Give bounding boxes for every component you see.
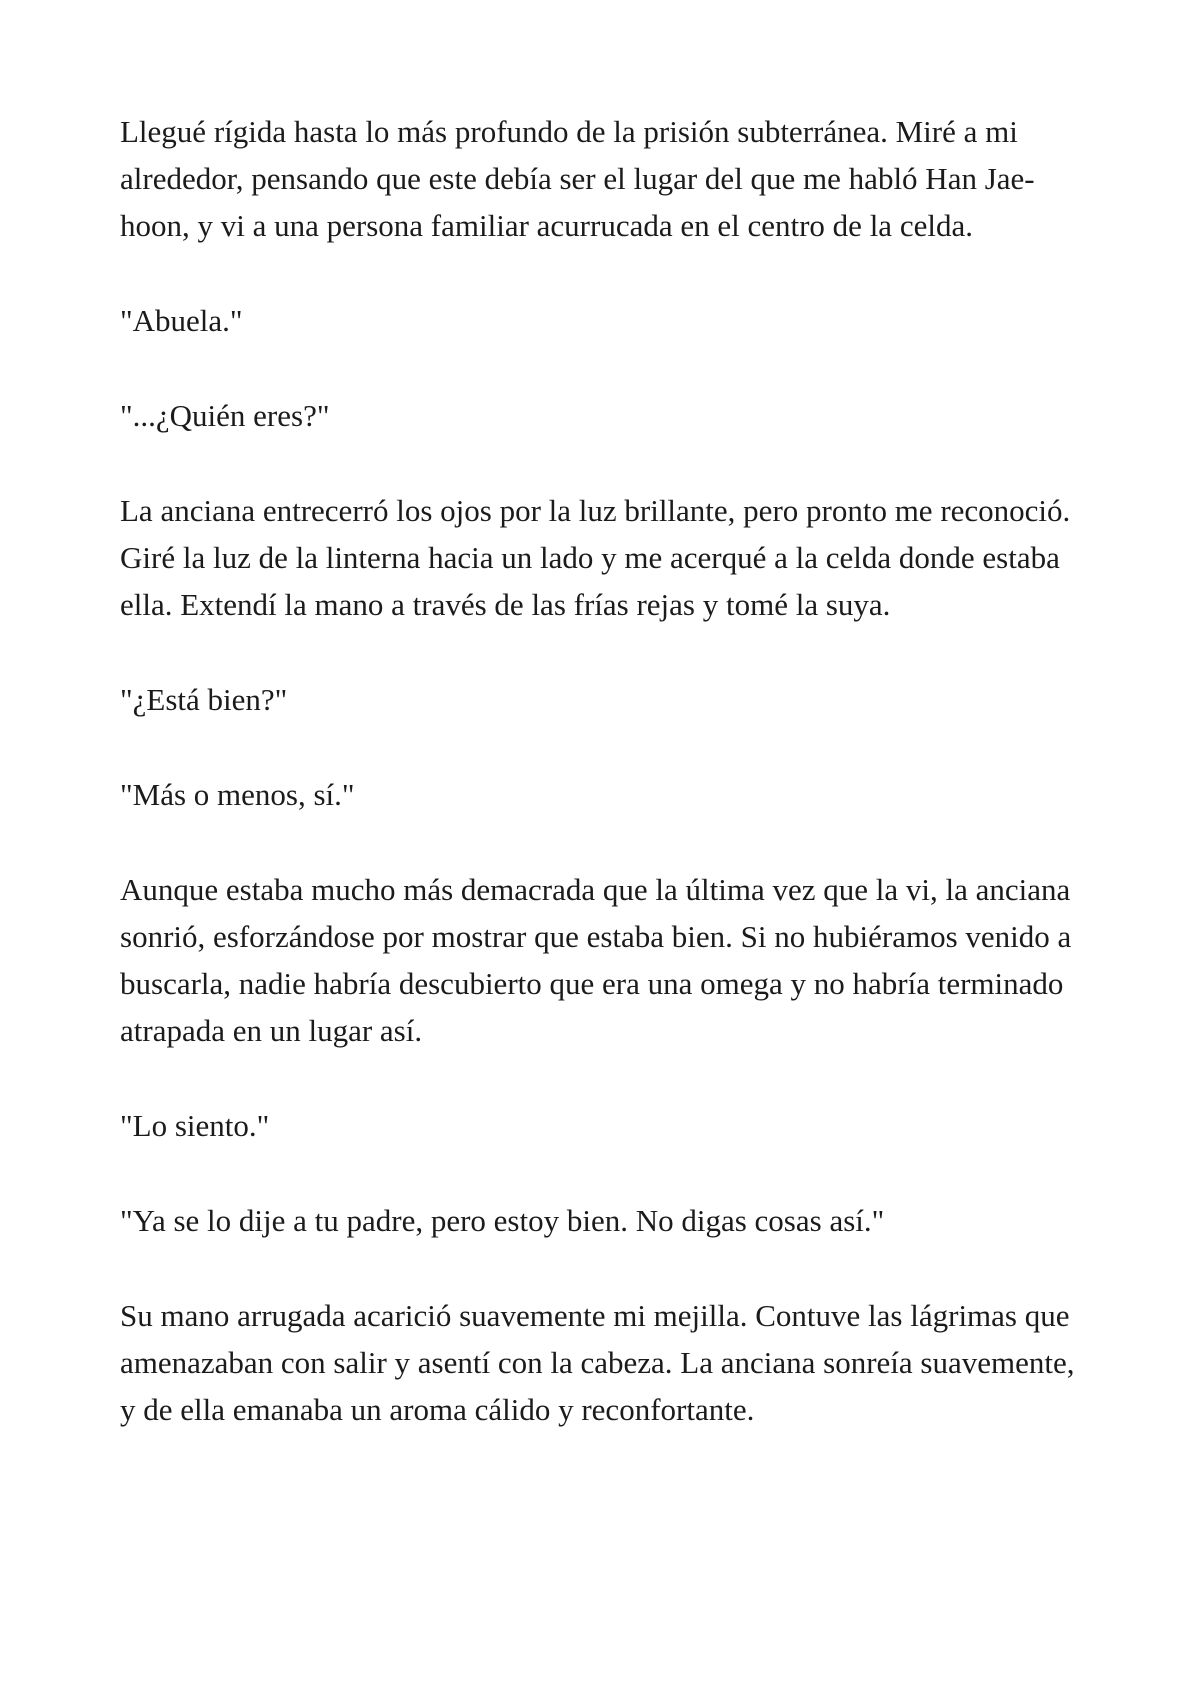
text-content: [120, 108, 1080, 1433]
paragraph-dialogue: "¿Está bien?": [120, 682, 288, 717]
paragraph-dialogue: "...¿Quién eres?": [120, 398, 330, 433]
paragraph-dialogue: "Abuela.": [120, 303, 243, 338]
paragraph-narration: Llegué rígida hasta lo más profundo de la prisión subterránea. Miré a mi alrededor, pensando que este debía ser el lugar del que me habló Han Jae-hoon, y vi a una persona familiar acurrucada en el centro de la celda.: [120, 114, 1035, 243]
paragraph-narration: La anciana entrecerró los ojos por la luz brillante, pero pronto me reconoció. Giré la luz de la linterna hacia un lado y me acerqué a la celda donde estaba ella. Extendí la mano a través de las frías rejas y tomé la suya.: [120, 493, 1071, 622]
paragraph-narration: Aunque estaba mucho más demacrada que la última vez que la vi, la anciana sonrió, esforzándose por mostrar que estaba bien. Si no hubiéramos venido a buscarla, nadie habría descubierto que era una omega y no habría terminado atrapada en un lugar así.: [120, 872, 1072, 1048]
paragraph-dialogue: "Más o menos, sí.": [120, 777, 355, 812]
paragraph-narration: Su mano arrugada acarició suavemente mi mejilla. Contuve las lágrimas que amenazaban con salir y asentí con la cabeza. La anciana sonreía suavemente, y de ella emanaba un aroma cálido y reconfortante.: [120, 1298, 1075, 1427]
paragraph-dialogue: "Ya se lo dije a tu padre, pero estoy bien. No digas cosas así.": [120, 1203, 885, 1238]
paragraph-dialogue: "Lo siento.": [120, 1108, 270, 1143]
